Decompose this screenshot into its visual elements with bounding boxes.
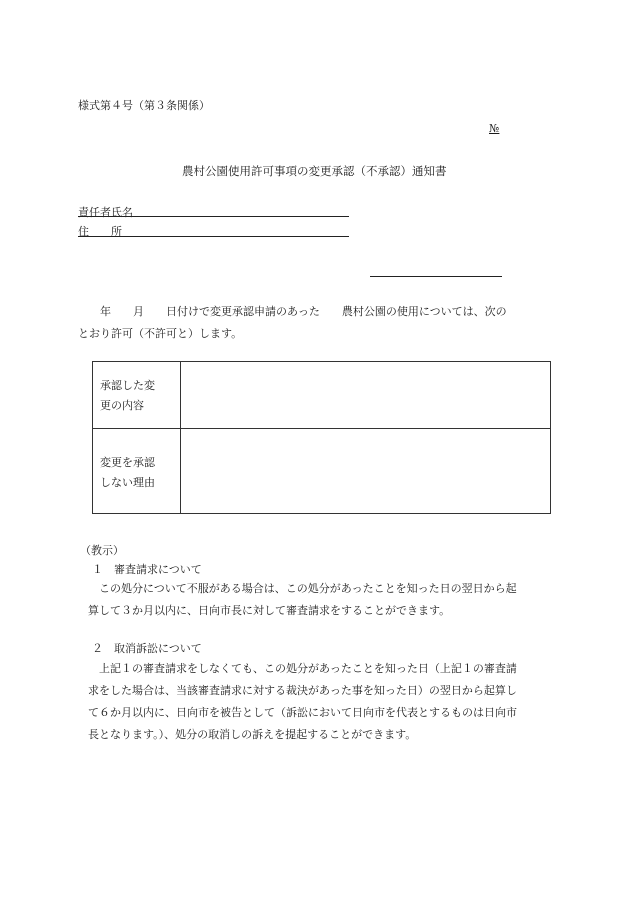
intro-line-2: とおり許可（不許可と）します。: [78, 327, 243, 340]
notice-section1-title: １ 審査請求について: [92, 563, 202, 576]
change-details-table: [92, 361, 551, 514]
document-number-label: №: [489, 122, 500, 135]
rejection-reason-label-line2: しない理由: [100, 476, 155, 489]
responsible-name-underline: [78, 216, 349, 217]
approved-change-label-line1: 承認した変: [100, 379, 155, 392]
rejection-reason-label: [100, 453, 175, 493]
address-underline: [78, 236, 349, 237]
sender-signature-line: [370, 276, 502, 277]
table-column-divider: [180, 362, 181, 513]
notice-section2-title: ２ 取消訴訟について: [92, 642, 202, 655]
notice-section2-line4: 長となります。）、処分の取消しの訴えを提起することができます。: [88, 728, 417, 741]
notice-heading: （教示）: [80, 544, 124, 557]
notice-section2-line2: 求をした場合は、当該審査請求に対する裁決があった事を知った日）の翌日から起算し: [88, 684, 517, 697]
approved-change-label-line2: 更の内容: [100, 399, 144, 412]
rejection-reason-label-line1: 変更を承認: [100, 456, 155, 469]
approved-change-label: [100, 376, 175, 416]
notice-section2-line3: て６か月以内に、日向市を被告として（訴訟において日向市を代表とするものは日向市: [88, 706, 517, 719]
table-row-divider: [93, 428, 550, 429]
notice-section1-line2: 算して３か月以内に、日向市長に対して審査請求をすることができます。: [88, 604, 451, 617]
intro-line-1: 年 月 日付けで変更承認申請のあった 農村公園の使用については、次の: [78, 305, 507, 318]
notice-section1-line1: この処分について不服がある場合は、この処分があったことを知った日の翌日から起: [88, 582, 517, 595]
responsible-name-label: 責任者氏名: [78, 206, 133, 219]
notice-section2-line1: 上記１の審査請求をしなくても、この処分があったことを知った日（上記１の審査請: [88, 662, 517, 675]
document-title: 農村公園使用許可事項の変更承認（不承認）通知書: [182, 164, 447, 178]
address-label: 住 所: [78, 225, 122, 238]
form-number-label: 様式第４号（第３条関係）: [78, 99, 210, 112]
